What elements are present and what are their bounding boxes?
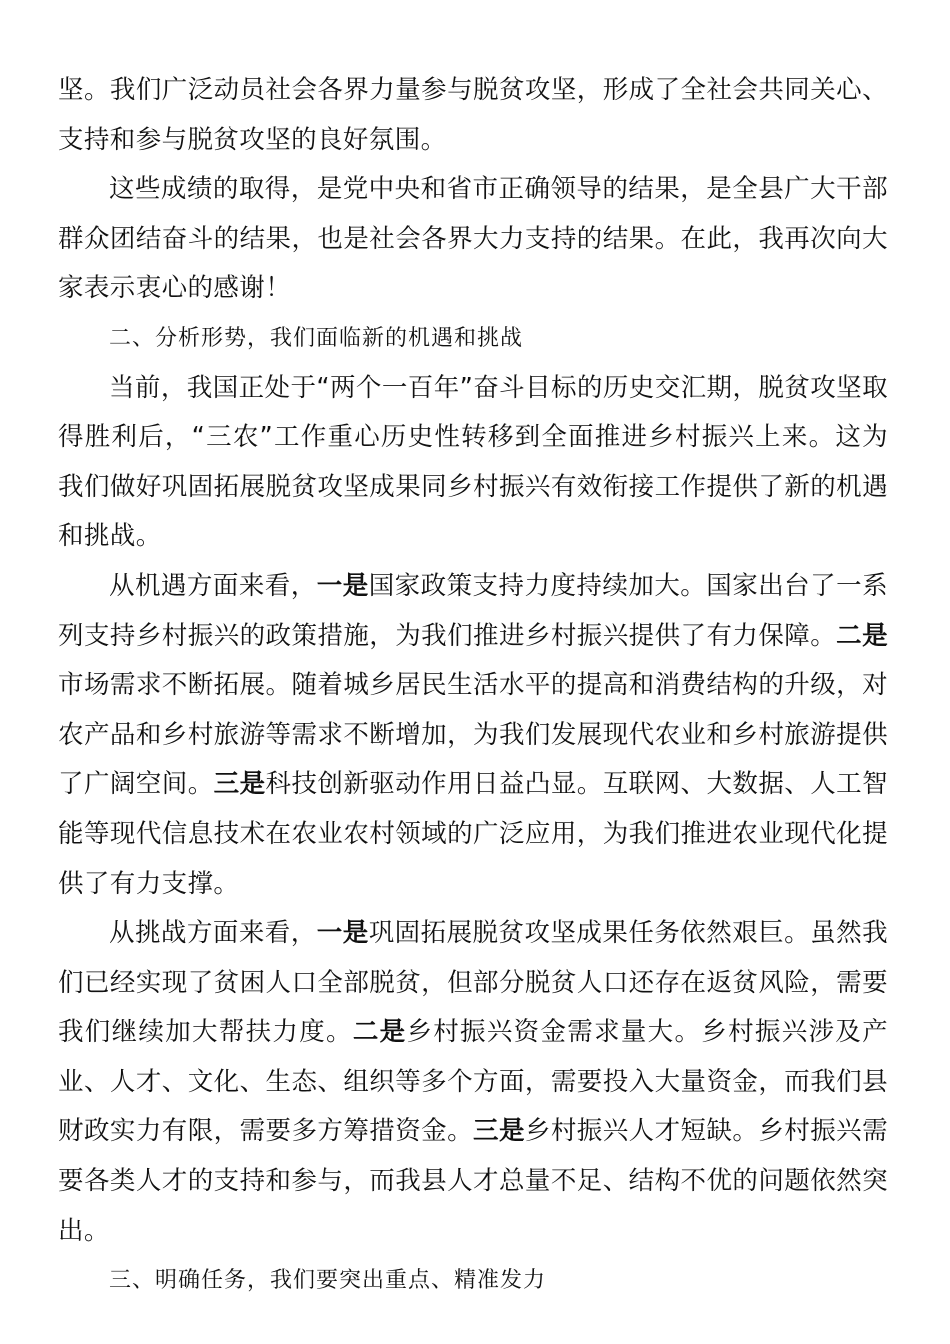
- section-heading-3: 三、明确任务，我们要突出重点、精准发力: [109, 1268, 547, 1294]
- challenge-3-label: 三是: [473, 1116, 525, 1147]
- section-heading-2: 二、分析形势，我们面临新的机遇和挑战: [109, 325, 524, 351]
- opportunity-2-label: 二是: [836, 620, 888, 651]
- paragraph-situation: 当前，我国正处于“两个一百年”奋斗目标的历史交汇期，脱贫攻坚取得胜利后，“三农”工作重心历史性转移到全面推进乡村振兴上来。这为我们做好巩固拓展脱贫攻坚成果同乡村振兴有效衔接工作提供了新的机遇和挑战。: [58, 372, 888, 552]
- opportunity-1-label: 一是: [316, 570, 369, 601]
- paragraph-challenges: [58, 909, 888, 1256]
- paragraph-opportunities: [58, 562, 888, 909]
- document-page: [58, 66, 888, 1306]
- challenge-2-text: 乡村振兴资金需求量大。乡村振兴涉及产业、人才、文化、生态、组织等多个方面，需要投入大量资金，而我们县财政实力有限，需要多方筹措资金。: [58, 1017, 888, 1147]
- challenge-3-text: 乡村振兴人才短缺。乡村振兴需要各类人才的支持和参与，而我县人才总量不足、结构不优的问题依然突出。: [58, 1116, 888, 1246]
- challenge-1-text: 巩固拓展脱贫攻坚成果任务依然艰巨。虽然我们已经实现了贫困人口全部脱贫，但部分脱贫人口还存在返贫风险，需要我们继续加大帮扶力度。: [58, 918, 888, 1048]
- opportunity-3-label: 三是: [213, 769, 266, 800]
- opportunity-1-text: 国家政策支持力度持续加大。国家出台了一系列支持乡村振兴的政策措施，为我们推进乡村振兴提供了有力保障。: [58, 570, 888, 651]
- opportunity-2-text: 市场需求不断拓展。随着城乡居民生活水平的提高和消费结构的升级，对农产品和乡村旅游等需求不断增加，为我们发展现代农业和乡村旅游提供了广阔空间。: [58, 670, 888, 800]
- opportunities-intro: 从机遇方面来看，: [109, 570, 317, 601]
- paragraph-thanks: 这些成绩的取得，是党中央和省市正确领导的结果，是全县广大干部群众团结奋斗的结果，也是社会各界大力支持的结果。在此，我再次向大家表示衷心的感谢！: [58, 174, 888, 304]
- challenge-2-label: 二是: [352, 1017, 407, 1048]
- opportunity-3-text: 科技创新驱动作用日益凸显。互联网、大数据、人工智能等现代信息技术在农业农村领域的广泛应用，为我们推进农业现代化提供了有力支撑。: [58, 769, 889, 899]
- paragraph-achievements-continued: 坚。我们广泛动员社会各界力量参与脱贫攻坚，形成了全社会共同关心、支持和参与脱贫攻坚的良好氛围。: [58, 75, 888, 155]
- challenge-1-label: 一是: [316, 918, 369, 949]
- challenges-intro: 从挑战方面来看，: [109, 918, 317, 949]
